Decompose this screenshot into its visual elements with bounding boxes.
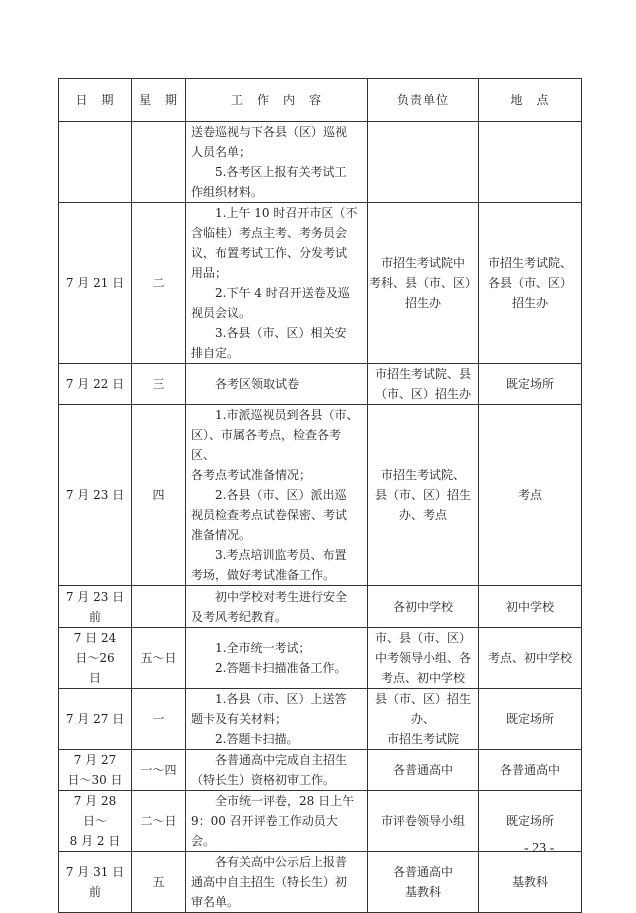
cell-work <box>186 122 368 203</box>
header-work: 工 作 内 容 <box>186 79 368 122</box>
cell-unit-line: 市招生考试院、 <box>380 468 465 482</box>
cell-unit <box>368 364 479 405</box>
work-line: 3.各县（市、区）相关安 <box>215 326 347 340</box>
cell-unit <box>368 203 479 364</box>
cell-date <box>59 689 132 750</box>
work-line: 人员名单； <box>191 145 252 159</box>
work-line: 含临桂）考点主考、考务员会 <box>191 226 348 240</box>
work-line: 9：00 召开评卷工作动员大会。 <box>191 814 338 848</box>
cell-weekday: 一～四 <box>132 750 186 791</box>
cell-unit-line: 县（市、区）招生 <box>374 488 471 502</box>
cell-place-line: 各县（市、区） <box>487 276 572 290</box>
work-line: 各考点考试准备情况； <box>191 468 312 482</box>
cell-place-line: 既定场所 <box>505 814 554 828</box>
cell-place-line: 考点、初中学校 <box>487 651 572 665</box>
table-row <box>59 586 582 628</box>
cell-unit-line: 中考领导小组、各 <box>374 651 471 665</box>
cell-date-line: 8 月 2 日 <box>69 834 121 848</box>
cell-date-line: 前 <box>88 885 101 899</box>
cell-date <box>59 628 132 689</box>
cell-unit <box>368 405 479 586</box>
header-unit: 负责单位 <box>368 79 479 122</box>
work-line: 区）、市属各考点，检查各考区、 <box>191 428 342 462</box>
work-line: 各普通高中完成自主招生 <box>215 753 348 767</box>
cell-date <box>59 852 132 913</box>
work-line: 题卡及有关材料； <box>191 712 288 726</box>
work-line: 1.上午 10 时召开市区（不 <box>215 206 358 220</box>
work-line: 议，布置考试工作、分发考试 <box>191 246 348 260</box>
schedule-table <box>58 78 582 913</box>
cell-weekday: 一 <box>132 689 186 750</box>
cell-date-line: 7 月 27 日 <box>65 712 125 726</box>
cell-place-line: 初中学校 <box>505 599 554 614</box>
work-line: 各有关高中公示后上报普 <box>215 855 348 869</box>
cell-place <box>479 203 582 364</box>
cell-unit-line: 考点、初中学校 <box>380 671 465 685</box>
cell-place <box>479 586 582 628</box>
cell-unit-line: 各初中学校 <box>392 599 453 614</box>
cell-date-line: 7 月 22 日 <box>65 377 125 391</box>
work-line: 2.答题卡扫描准备工作。 <box>215 661 347 675</box>
cell-date-line: 7 月 23 日 <box>65 488 125 502</box>
cell-unit <box>368 791 479 852</box>
cell-date-line: 7 日 24 <box>73 631 117 645</box>
cell-unit-line: 市招生考试院 <box>386 732 459 746</box>
header-place: 地 点 <box>479 79 582 122</box>
cell-date-line: 前 <box>88 609 101 624</box>
cell-place-line: 招生办 <box>511 296 548 310</box>
cell-unit-line: 各普通高中 <box>392 763 453 777</box>
cell-place-line: 各普通高中 <box>499 763 560 777</box>
cell-place-line: 既定场所 <box>505 377 554 391</box>
cell-place <box>479 689 582 750</box>
cell-unit <box>368 586 479 628</box>
cell-unit-line: 市评卷领导小组 <box>380 814 465 828</box>
table-row <box>59 364 582 405</box>
cell-weekday: 四 <box>132 405 186 586</box>
work-line: 初中学校对考生进行安全 <box>215 589 348 604</box>
header-date: 日 期 <box>59 79 132 122</box>
cell-work <box>186 689 368 750</box>
page-number: - 23 - <box>524 841 555 856</box>
cell-unit-line: 考科、县（市、区） <box>368 276 477 290</box>
cell-work <box>186 586 368 628</box>
work-line: 1.市派巡视员到各县（市、 <box>215 408 359 422</box>
work-line: 作组织材料。 <box>191 185 264 199</box>
cell-unit-line: 市招生考试院、县 <box>374 367 471 381</box>
cell-unit-line: （市、区）招生办 <box>374 387 471 401</box>
work-line: 3.考点培训监考员、布置 <box>215 548 347 562</box>
cell-unit <box>368 689 479 750</box>
work-line: 全市统一评卷，28 日上午 <box>215 794 355 808</box>
cell-place-line: 基教科 <box>511 875 548 889</box>
cell-date <box>59 364 132 405</box>
cell-place-line: 既定场所 <box>505 712 554 726</box>
cell-work <box>186 750 368 791</box>
cell-work <box>186 628 368 689</box>
cell-weekday: 五～日 <box>132 628 186 689</box>
work-line: 2.各县（市、区）派出巡 <box>215 488 347 502</box>
cell-date <box>59 405 132 586</box>
work-line: 用品； <box>191 266 228 280</box>
table-row <box>59 203 582 364</box>
cell-date-line: 7 月 23 日 <box>65 589 125 604</box>
cell-unit-line: 办、 <box>410 712 435 726</box>
cell-unit-line: 招生办 <box>404 296 441 310</box>
cell-place <box>479 405 582 586</box>
cell-date <box>59 586 132 628</box>
cell-work <box>186 791 368 852</box>
work-line: 1.全市统一考试； <box>215 641 311 655</box>
cell-date-line: 日～ <box>82 814 107 828</box>
work-line: （特长生）资格初审工作。 <box>191 773 336 787</box>
cell-place <box>479 750 582 791</box>
cell-place <box>479 364 582 405</box>
work-line: 1.各县（市、区）上送答 <box>215 692 347 706</box>
cell-date-line: 7 月 28 <box>73 794 117 808</box>
cell-work <box>186 405 368 586</box>
cell-weekday <box>132 122 186 203</box>
work-line: 2.下午 4 时召开送卷及巡 <box>215 286 350 300</box>
cell-unit <box>368 122 479 203</box>
cell-weekday: 三 <box>132 364 186 405</box>
cell-date-line: 7 月 31 日 <box>65 865 125 879</box>
work-line: 2.答题卡扫描。 <box>215 732 299 746</box>
table-row <box>59 852 582 913</box>
table-row <box>59 689 582 750</box>
cell-place-line: 考点 <box>517 488 542 502</box>
cell-unit <box>368 852 479 913</box>
cell-weekday <box>132 586 186 628</box>
cell-date-line: 7 月 21 日 <box>65 276 125 290</box>
table-row <box>59 750 582 791</box>
cell-work <box>186 364 368 405</box>
cell-work <box>186 852 368 913</box>
cell-date-line: 日～30 日 <box>67 773 123 787</box>
cell-date-line: 7 月 27 <box>73 753 117 767</box>
cell-weekday: 五 <box>132 852 186 913</box>
work-line: 5.各考区上报有关考试工 <box>215 165 347 179</box>
cell-unit-line: 各普通高中 <box>392 865 453 879</box>
work-line: 通高中自主招生（特长生）初 <box>191 875 348 889</box>
table-row <box>59 122 582 203</box>
cell-date <box>59 203 132 364</box>
work-line: 视员检查考点试卷保密、考试 <box>191 508 348 522</box>
cell-place <box>479 628 582 689</box>
cell-work <box>186 203 368 364</box>
cell-date <box>59 791 132 852</box>
cell-unit-line: 市、县（市、区） <box>374 631 471 645</box>
work-line: 视员会议。 <box>191 306 252 320</box>
table-row <box>59 628 582 689</box>
work-line: 及考风考纪教育。 <box>191 609 288 624</box>
work-line: 考场，做好考试准备工作。 <box>191 568 336 582</box>
cell-unit-line: 基教科 <box>404 885 441 899</box>
cell-weekday: 二 <box>132 203 186 364</box>
cell-unit-line: 县（市、区）招生 <box>374 692 471 706</box>
table-header-row <box>59 79 582 122</box>
table-body <box>59 122 582 913</box>
cell-unit <box>368 628 479 689</box>
work-line: 各考区领取试卷 <box>215 377 300 391</box>
work-line: 送卷巡视与下各县（区）巡视 <box>191 125 348 139</box>
cell-place <box>479 852 582 913</box>
cell-date-line: 日 <box>88 671 101 685</box>
cell-unit <box>368 750 479 791</box>
cell-unit-line: 办、考点 <box>398 508 447 522</box>
work-line: 审名单。 <box>191 895 240 909</box>
cell-date <box>59 750 132 791</box>
cell-place-line: 市招生考试院、 <box>487 256 572 270</box>
cell-unit-line: 市招生考试院中 <box>380 256 465 270</box>
table-row <box>59 791 582 852</box>
cell-date <box>59 122 132 203</box>
table-row <box>59 405 582 586</box>
work-line: 准备情况。 <box>191 528 252 542</box>
cell-place <box>479 122 582 203</box>
header-weekday: 星 期 <box>132 79 186 122</box>
cell-date-line: 日～26 <box>75 651 115 665</box>
cell-weekday: 二～日 <box>132 791 186 852</box>
work-line: 排自定。 <box>191 346 240 360</box>
